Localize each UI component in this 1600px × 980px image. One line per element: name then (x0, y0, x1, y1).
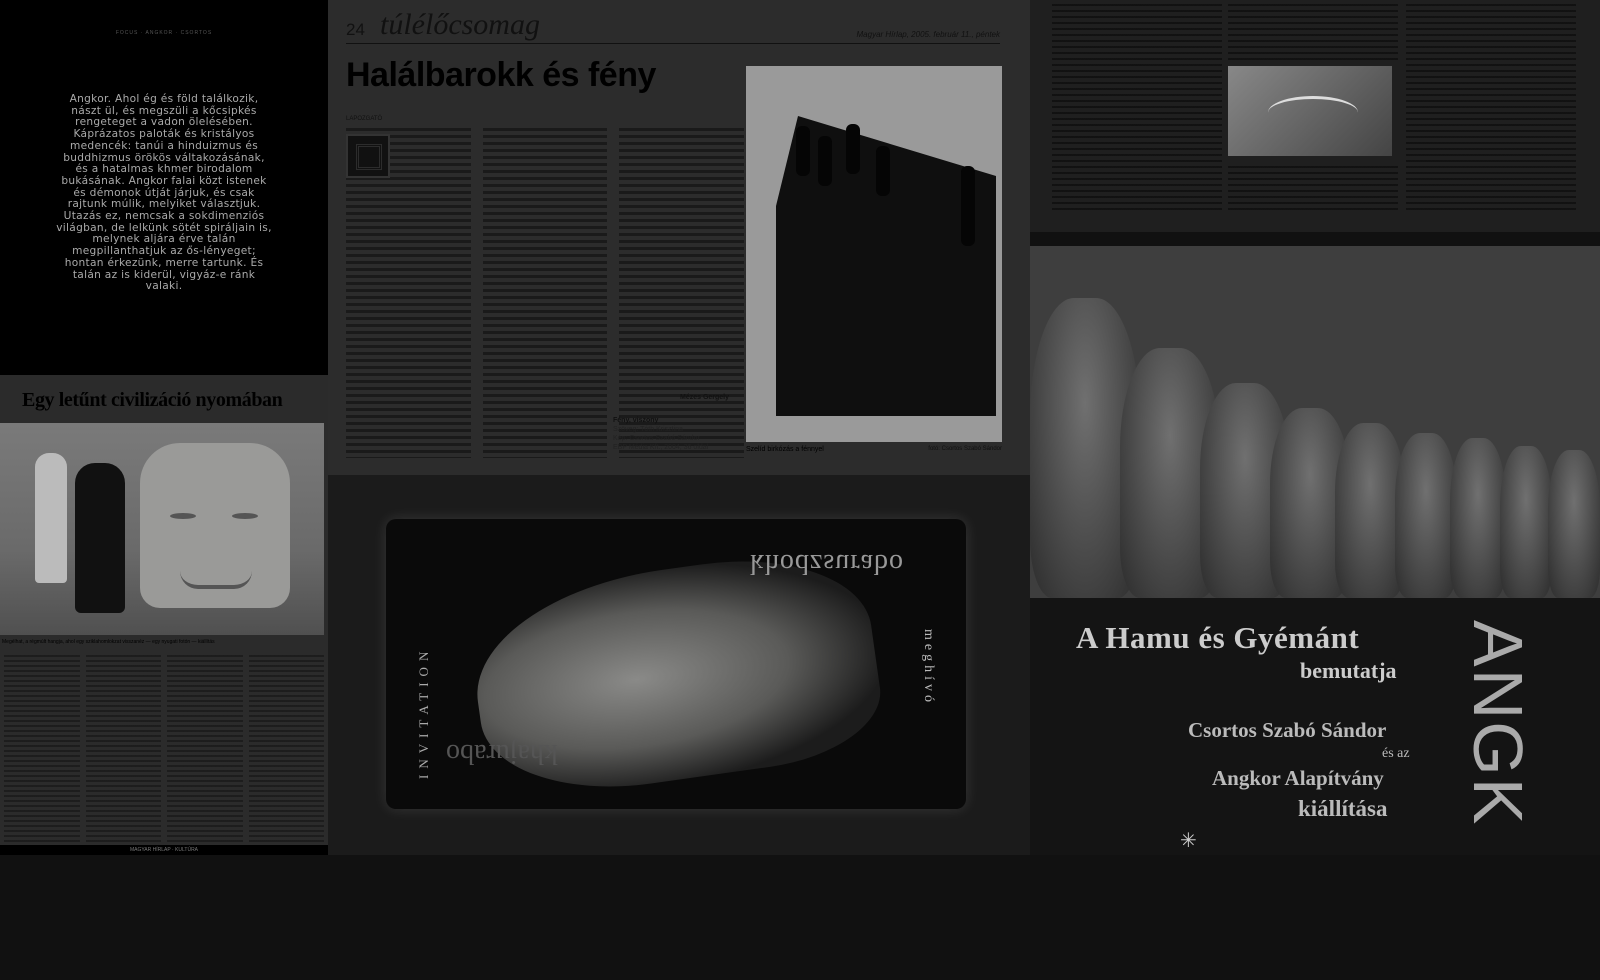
poster-subtitle: bemutatja (1300, 658, 1397, 683)
clipping-footer: MAGYAR HÍRLAP · KULTÚRA (0, 845, 328, 855)
text-column (1228, 4, 1398, 60)
poster-foundation: Angkor Alapítvány (1212, 766, 1384, 790)
poster-exhibition: kiállítása (1298, 796, 1388, 821)
poster-vertical-title: ANGK (1459, 620, 1537, 827)
visitor-figure (35, 453, 67, 583)
exhibition-poster (1030, 246, 1600, 855)
book-publisher: EBP Média Kft., 2004, 36 oldal (613, 444, 709, 451)
poster-conjunction: és az (1382, 746, 1410, 761)
book-title: Fény, viszony (613, 417, 659, 424)
museum-photo (0, 423, 324, 635)
burst-icon: ✳ (1180, 830, 1197, 852)
article-text-columns (346, 128, 744, 458)
poster-title: A Hamu és Gyémánt (1076, 620, 1360, 655)
poem-header: FOCUS · ANGKOR · CSORTOS (115, 30, 213, 36)
poem-panel (0, 0, 328, 375)
invitation-label: INVITATION (416, 645, 431, 779)
article-author: Mézes Gergely (680, 394, 730, 401)
photo-caption: Szelíd birkózás a fénnyel (746, 446, 824, 453)
meghivo-label: meghívó (921, 629, 936, 706)
clipping-headline: Egy letűnt civilizáció nyomában (22, 389, 283, 411)
statue-row-photo (1030, 246, 1600, 598)
clipping-caption: Megélhat, a régmúlt hangja, ahol egy sziklahomlokzat visszanéz — egy nyugati fotón — kiállítás (2, 639, 215, 645)
newspaper-page (328, 0, 1030, 475)
mirrored-title-bottom: khajurabo (446, 738, 558, 769)
clipping-text-columns (4, 655, 324, 845)
visitor-figure (75, 463, 125, 613)
book-info (613, 416, 708, 452)
section-title: túlélőcsomag (380, 8, 540, 41)
right-text-clipping (1030, 0, 1600, 232)
text-column (1052, 4, 1222, 214)
invitation-area (328, 475, 1030, 855)
article-title: Halálbarokk és fény (346, 56, 656, 94)
left-newspaper-clipping (0, 375, 328, 855)
silhouette-photo (746, 66, 1002, 442)
book-photographer: Kép: Csortos Szabó Sándor (613, 435, 700, 442)
ornament-icon (346, 134, 390, 178)
mirrored-title-top: khodzsurabo (749, 548, 904, 579)
poem-text: Angkor. Ahol ég és föld találkozik, nászt ül, és megszüli a kőcsipkés rengeteget a vadon ölelésében. Káprázatos paloták és kristályos medencék: tanúi a hinduizmus és buddhizmus örökös váltakozásának, és a hatalmas khmer birodalom bukásának. Angkor falai közt istenek és démonok útját járjuk, és csak rajtunk múlik, melyiket választjuk. Utazás ez, nemcsak a sokdimenziós világban, de lelkünk sötét spiráljain is, melynek aljára érve talán megpillanthatjuk az ős-lényeget; hontan érkezünk, merre tartunk. És talán az is kiderül, vigyáz-e ránk valaki. (56, 93, 272, 293)
book-text-author: Szöveg: Tóth Krisztina (613, 426, 683, 433)
photo-credit: fotó: Csortos Szabó Sándor (928, 446, 1002, 452)
rubric-label: LAPOZGATÓ (346, 116, 383, 122)
issue-date: Magyar Hírlap, 2005. február 11., péntek (856, 30, 1000, 39)
page-number: 24 (346, 20, 365, 39)
invitation-card (386, 519, 966, 809)
monkey-photo (1228, 66, 1392, 156)
poster-artist: Csortos Szabó Sándor (1188, 718, 1387, 742)
text-column (1228, 166, 1398, 214)
stone-face-image (140, 443, 290, 608)
text-column (1406, 4, 1576, 214)
header-rule (346, 43, 1000, 44)
